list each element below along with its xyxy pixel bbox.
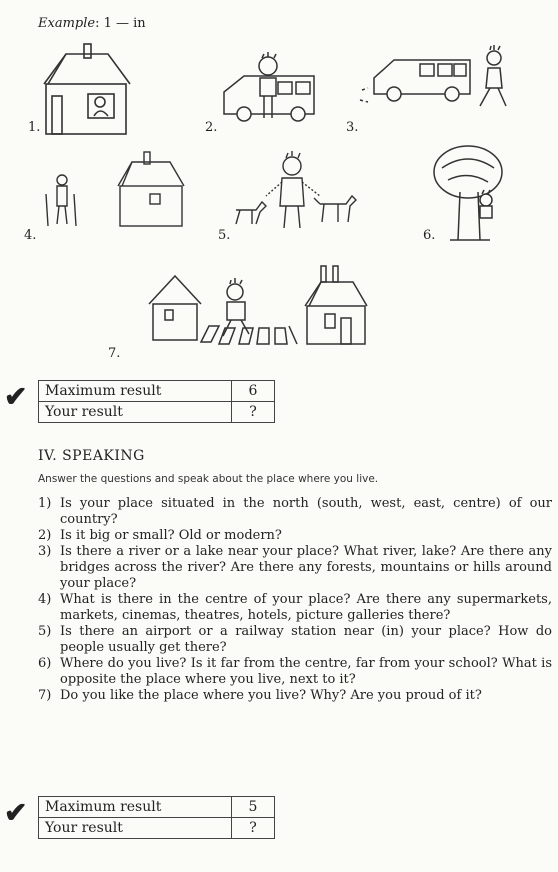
maximum-result-label: Maximum result	[39, 797, 232, 818]
question-text: Where do you live? Is it far from the centre, far from your school? What is opposite the place where you live, next to it?	[60, 656, 552, 687]
your-result-value[interactable]: ?	[232, 818, 275, 839]
example-label: Example	[38, 16, 96, 31]
result-table	[38, 380, 275, 423]
question-text: What is there in the centre of your place? Are there any supermarkets, markets, cinemas, theatres, hotels, picture galleries there?	[60, 592, 552, 623]
bus-with-walking-boy-icon	[360, 46, 515, 122]
maximum-result-value: 5	[232, 797, 275, 818]
question-number: 3)	[38, 544, 52, 559]
boy-between-dogs-icon	[228, 152, 360, 232]
your-result-value[interactable]: ?	[232, 402, 275, 423]
example-text: : 1 — in	[95, 16, 146, 31]
list-item	[38, 544, 552, 592]
boy-behind-tree-icon	[428, 144, 510, 242]
picture-number: 2.	[205, 120, 218, 135]
list-item	[38, 592, 552, 624]
picture-number: 6.	[423, 228, 436, 243]
picture-number: 3.	[346, 120, 359, 135]
picture-number: 4.	[24, 228, 37, 243]
question-text: Do you like the place where you live? Why? Are you proud of it?	[60, 688, 482, 703]
boy-beside-bus-icon	[218, 52, 318, 124]
list-item	[38, 496, 552, 528]
section-title: IV. SPEAKING	[38, 448, 145, 464]
example-line	[38, 16, 146, 31]
check-icon: ✔	[4, 380, 28, 413]
list-item	[38, 656, 552, 688]
list-item	[38, 688, 552, 704]
boy-behind-house-icon	[40, 150, 190, 236]
maximum-result-label: Maximum result	[39, 381, 232, 402]
list-item	[38, 528, 552, 544]
maximum-result-value: 6	[232, 381, 275, 402]
table-row	[39, 797, 275, 818]
house-with-boy-in-window-icon	[42, 44, 132, 136]
boy-crossing-street-icon	[145, 264, 375, 352]
question-number: 7)	[38, 688, 52, 703]
question-text: Is it big or small? Old or modern?	[60, 528, 282, 543]
question-text: Is there an airport or a railway station near (in) your place? How do people usually get there?	[60, 624, 552, 655]
question-number: 6)	[38, 656, 52, 671]
table-row	[39, 818, 275, 839]
question-list	[38, 496, 552, 704]
section-instructions: Answer the questions and speak about the place where you live.	[38, 473, 379, 485]
picture-number: 1.	[28, 120, 41, 135]
your-result-label: Your result	[39, 818, 232, 839]
question-number: 4)	[38, 592, 52, 607]
table-row	[39, 402, 275, 423]
check-icon: ✔	[4, 796, 28, 829]
picture-number: 7.	[108, 346, 121, 361]
question-number: 1)	[38, 496, 52, 511]
question-number: 2)	[38, 528, 52, 543]
question-text: Is your place situated in the north (south, west, east, centre) of our country?	[60, 496, 552, 527]
question-number: 5)	[38, 624, 52, 639]
question-text: Is there a river or a lake near your place? What river, lake? Are there any bridges across the river? Are there any forests, mountains or hills around your place?	[60, 544, 552, 591]
result-table	[38, 796, 275, 839]
your-result-label: Your result	[39, 402, 232, 423]
list-item	[38, 624, 552, 656]
picture-number: 5.	[218, 228, 231, 243]
table-row	[39, 381, 275, 402]
